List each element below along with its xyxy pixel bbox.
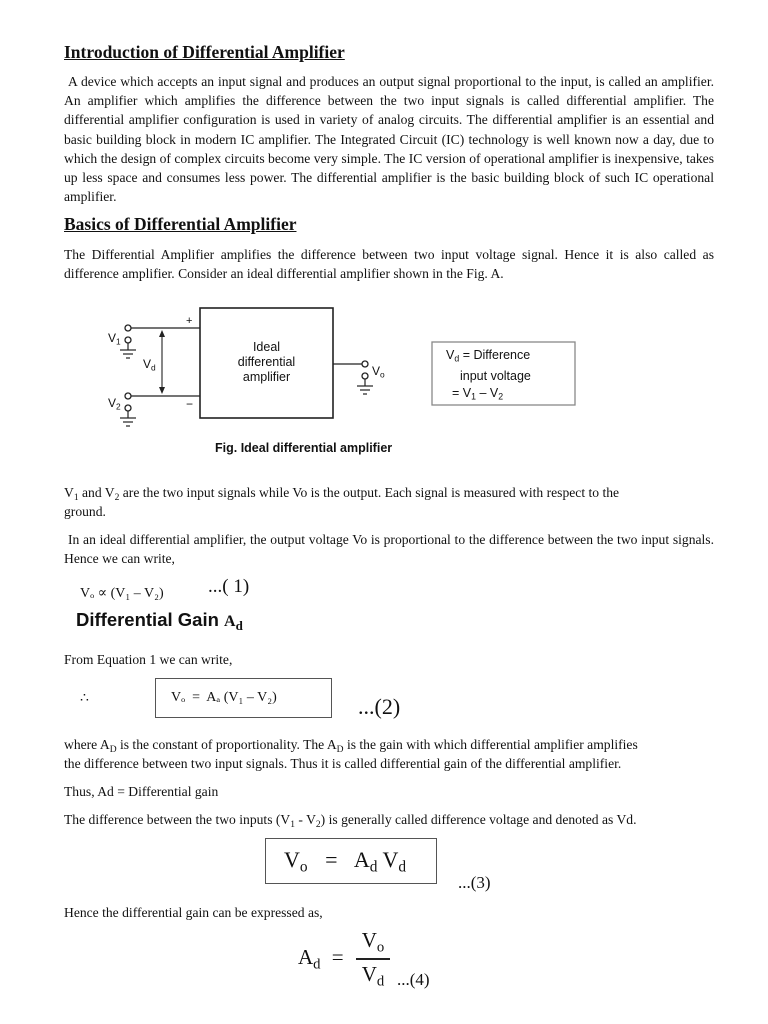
equation-4-denominator: $V_d$ [361, 962, 385, 990]
v2-label: $V_2$ [108, 396, 121, 412]
plus-sign: + [186, 315, 193, 327]
section-title-introduction: Introduction of Differential Amplifier [64, 42, 345, 62]
block-label-line3: amplifier [242, 370, 291, 384]
intro-paragraph: A device which accepts an input signal and produces an output signal proportional to the input, is called an amplifier. An amplifier which amplifies the difference between the two input signals is called differential amplifier. The differential amplifier configuration is used in variety of analog circuits. The differential amplifier is an essential and basic building block in modern IC amplifier. The Integrated Circuit (IC) technology is well known now a day, due to which the design of complex circuits become very simple. The IC version of operational amplifier is inexpensive, takes up less space and consumes less power. The differential amplifier is the basic building block of such IC operational amplifier. [64, 74, 714, 205]
equation-4-number: ...(4) [397, 970, 430, 989]
definition-line1: $V_d$ = Difference [446, 348, 531, 364]
equation-3-number: ...(3) [458, 873, 491, 892]
equation-1-number: ...( 1) [208, 576, 250, 597]
figure-ideal-diff-amp [100, 300, 620, 465]
equation-4-numerator: $V_o$ [361, 928, 385, 956]
equation-3: $V_o = A_d$ $V_d$ [284, 847, 407, 876]
equation-2-box [155, 678, 332, 718]
differential-gain-heading: Differential Gain $A_d$ [76, 609, 243, 633]
equation-1: Vₒ ∝ (V₁ – V₂) [80, 586, 164, 601]
signals-paragraph-line1: $V_1$ and $V_2$ are the two input signals while Vo is the output. Each signal is measured with respect to the [64, 485, 620, 503]
vo-label: $V_o$ [372, 364, 385, 380]
output-terminal [362, 361, 368, 367]
signals-paragraph-line2: ground. [64, 504, 106, 519]
difference-voltage-text: The difference between the two inputs $(V_1 - V_2)$ is generally called difference voltage and denoted as Vd. [64, 812, 637, 830]
section-title-basics: Basics of Differential Amplifier [64, 214, 297, 234]
gain-expression-text: Hence the differential gain can be expressed as, [64, 905, 323, 920]
equation-2: Vₒ = Aₐ (V₁ – V₂) [171, 690, 277, 705]
block-label-line2: differential [237, 355, 296, 369]
v1-label: $V_1$ [108, 331, 121, 347]
from-equation-text: From Equation 1 we can write, [64, 652, 233, 667]
gain-definition-line1: where $A_D$ is the constant of proportionality. The $A_D$ is the gain with which differential amplifier amplifies [64, 737, 638, 755]
block-label-line1: Ideal [252, 340, 281, 354]
thus-ad-text: Thus, Ad = Differential gain [64, 784, 219, 799]
input2-terminal [125, 393, 131, 399]
vd-definition-text [446, 347, 531, 405]
input1-terminal [125, 325, 131, 331]
basics-paragraph: The Differential Amplifier amplifies the difference between two input voltage signal. Hence it is also called as difference amplifier. Consider an ideal differential amplifier shown in the Fig. A. [64, 247, 714, 282]
equation-2-number: ...(2) [358, 694, 401, 719]
fraction-bar [356, 958, 390, 960]
therefore-symbol: ∴ [80, 691, 89, 706]
equation-3-box [265, 838, 437, 884]
equation-4-lhs: $A_d$ = [298, 945, 344, 973]
gain-definition-line2: the difference between two input signals. Thus it is called differential gain of the differential amplifier. [64, 756, 622, 771]
minus-sign: − [186, 397, 194, 411]
vd-label: $V_d$ [143, 357, 156, 373]
figure-caption: Fig. Ideal differential amplifier [215, 441, 393, 455]
definition-line3: = $V_1 - V_2$ [452, 385, 504, 402]
amplifier-block-label [200, 340, 333, 385]
definition-line2: input voltage [460, 368, 531, 383]
ideal-amp-paragraph: In an ideal differential amplifier, the output voltage Vo is proportional to the difference between the two input signals. Hence we can write, [64, 532, 714, 567]
